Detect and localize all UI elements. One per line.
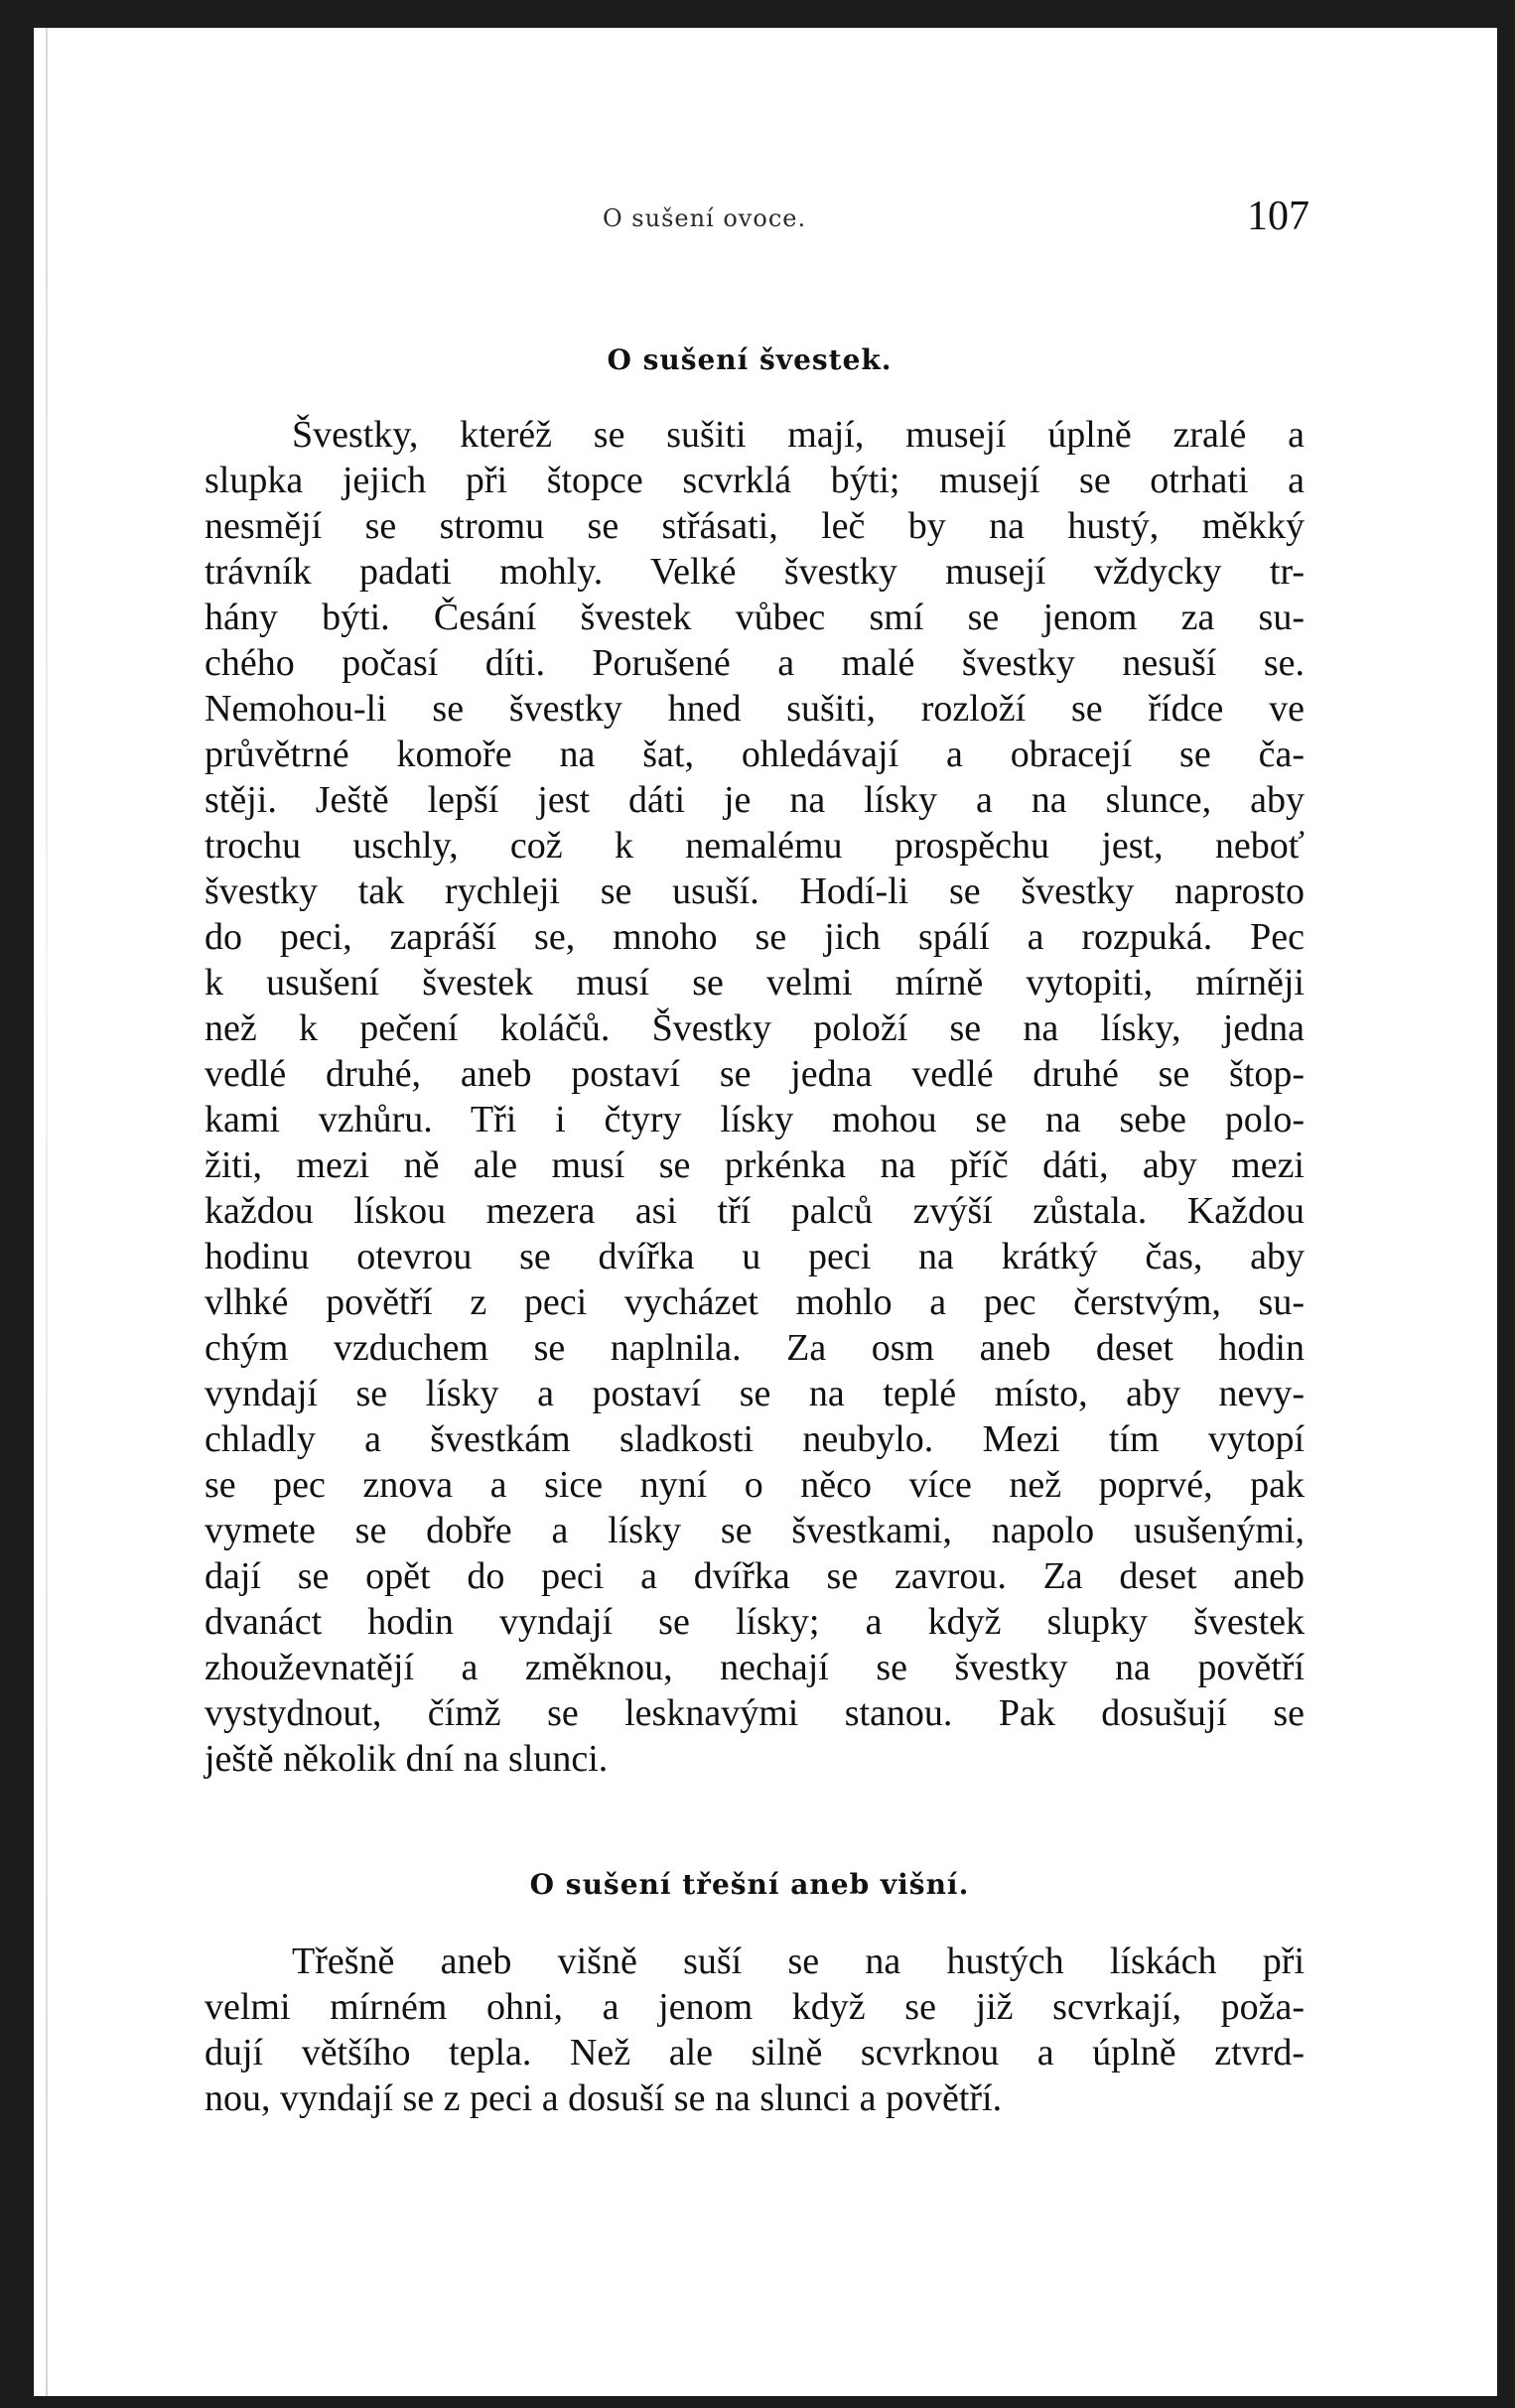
text-line: nesmějí se stromu se střásati, leč by na hustý, měkký (205, 505, 1305, 547)
text-line: velmi mírném ohni, a jenom když se již scvrkají, poža- (205, 1986, 1305, 2028)
text-line: vyndají se lísky a postaví se na teplé místo, aby nevy- (205, 1373, 1305, 1414)
text-line: vlhké povětří z peci vycházet mohlo a pec čerstvým, su- (205, 1281, 1305, 1323)
text-line: chladly a švestkám sladkosti neubylo. Mezi tím vytopí (205, 1418, 1305, 1460)
text-line: se pec znova a sice nyní o něco více než poprvé, pak (205, 1464, 1305, 1506)
text-line: dvanáct hodin vyndají se lísky; a když slupky švestek (205, 1601, 1305, 1643)
text-line: průvětrné komoře na šat, ohledávají a obracejí se ča- (205, 734, 1305, 775)
text-line: hodinu otevrou se dvířka u peci na krátký čas, aby (205, 1236, 1305, 1277)
text-line: zhouževnatějí a změknou, nechají se švestky na povětří (205, 1647, 1305, 1688)
section-heading-plums: O sušení švestek. (607, 343, 893, 376)
text-line: hány býti. Česání švestek vůbec smí se jenom za su- (205, 597, 1305, 638)
text-line: Třešně aneb višně suší se na hustých lískách při (292, 1940, 1305, 1982)
text-line: vedlé druhé, aneb postaví se jedna vedlé druhé se štop- (205, 1053, 1305, 1095)
text-line: vystydnout, čímž se lesknavými stanou. Pak dosušují se (205, 1692, 1305, 1734)
book-page (34, 28, 1497, 2396)
text-line: stěji. Ještě lepší jest dáti je na lísky a na slunce, aby (205, 779, 1305, 821)
text-line: švestky tak rychleji se usuší. Hodí-li se švestky naprosto (205, 870, 1305, 912)
text-line: k usušení švestek musí se velmi mírně vytopiti, mírněji (205, 962, 1305, 1003)
text-line: trávník padati mohly. Velké švestky musejí vždycky tr- (205, 551, 1305, 593)
text-line: Nemohou-li se švestky hned sušiti, rozloží se řídce ve (205, 688, 1305, 730)
text-line: kami vzhůru. Tři i čtyry lísky mohou se na sebe polo- (205, 1099, 1305, 1140)
text-line: slupka jejich při štopce scvrklá býti; musejí se otrhati a (205, 460, 1305, 501)
text-line: žiti, mezi ně ale musí se prkénka na příč dáti, aby mezi (205, 1144, 1305, 1186)
text-line: vymete se dobře a lísky se švestkami, napolo usušenými, (205, 1510, 1305, 1551)
text-line: dají se opět do peci a dvířka se zavrou. Za deset aneb (205, 1555, 1305, 1597)
text-line: každou lískou mezera asi tří palců zvýší zůstala. Každou (205, 1190, 1305, 1232)
text-line: nou, vyndají se z peci a dosuší se na slunci a povětří. (205, 2077, 1003, 2119)
text-line: než k pečení koláčů. Švestky položí se na lísky, jedna (205, 1007, 1305, 1049)
text-line: dují většího tepla. Než ale silně scvrknou a úplně ztvrd- (205, 2032, 1305, 2074)
text-line: Švestky, kteréž se sušiti mají, musejí úplně zralé a (292, 414, 1305, 456)
text-line: chým vzduchem se naplnila. Za osm aneb deset hodin (205, 1327, 1305, 1369)
page-edge-shadow (46, 28, 48, 2396)
text-line: do peci, zapráší se, mnoho se jich spálí a rozpuká. Pec (205, 916, 1305, 958)
text-line: ještě několik dní na slunci. (205, 1738, 609, 1780)
text-line: chého počasí díti. Porušené a malé švestky nesuší se. (205, 642, 1305, 684)
running-head: O sušení ovoce. (603, 204, 807, 232)
section-heading-cherries: O sušení třešní aneb višní. (529, 1868, 970, 1901)
text-line: trochu uschly, což k nemalému prospěchu jest, neboť (205, 825, 1305, 867)
page-number: 107 (1247, 194, 1309, 239)
